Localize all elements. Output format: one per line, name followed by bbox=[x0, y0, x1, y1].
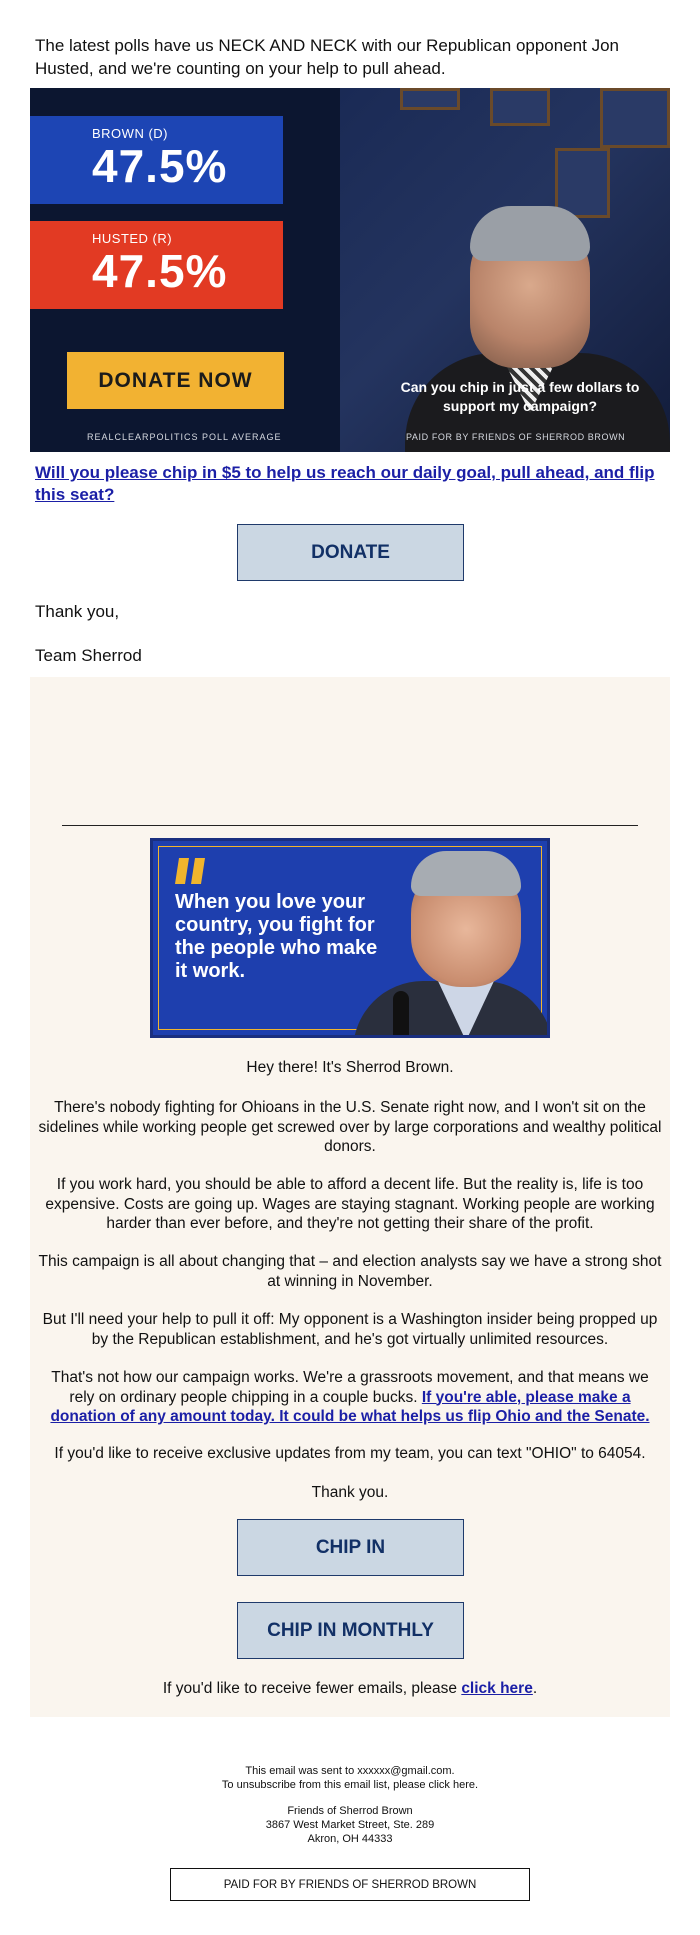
hero-banner-image[interactable] bbox=[30, 88, 670, 452]
thank-you-text: Thank you, bbox=[35, 602, 120, 621]
letter-paragraph bbox=[30, 1368, 670, 1427]
quote-banner-image bbox=[150, 838, 550, 1038]
letter-closing: Thank you. bbox=[311, 1484, 389, 1501]
wall-frame bbox=[400, 88, 460, 110]
footer-sent-to: This email was sent to xxxxxx@gmail.com. bbox=[245, 1765, 455, 1777]
letter-paragraph: There's nobody fighting for Ohioans in the U.S. Senate right now, and I won't sit on the sidelines while working people get screwed over by large corporations and wealthy political donors. bbox=[38, 1099, 662, 1155]
fewer-emails-link[interactable]: click here bbox=[461, 1680, 533, 1697]
letter-paragraph: This campaign is all about changing that – and election analysts say we have a strong shot at winning in November. bbox=[38, 1253, 662, 1290]
portrait-hair bbox=[411, 851, 521, 896]
husted-poll-box bbox=[30, 221, 283, 309]
signature: Team Sherrod bbox=[35, 646, 142, 665]
wall-frame bbox=[490, 88, 550, 126]
footer-city: Akron, OH 44333 bbox=[307, 1833, 393, 1845]
microphone-icon bbox=[393, 991, 409, 1038]
hero-donate-now-button[interactable]: DONATE NOW bbox=[67, 352, 284, 409]
paid-for-box: PAID FOR BY FRIENDS OF SHERROD BROWN bbox=[170, 1868, 530, 1901]
fewer-emails-line bbox=[30, 1679, 670, 1699]
letter-greeting: Hey there! It's Sherrod Brown. bbox=[246, 1059, 454, 1076]
husted-percentage: 47.5% bbox=[92, 245, 228, 297]
letter-paragraph: If you work hard, you should be able to afford a decent life. But the reality is, life is too expensive. Costs are going up. Wages are staying stagnant. Working people are working harder than ever before, and they're not getting their share of the profit. bbox=[45, 1176, 655, 1232]
speaker-hair bbox=[470, 206, 590, 261]
fewer-emails-text: If you'd like to receive fewer emails, please bbox=[162, 1680, 457, 1697]
chip-in-button[interactable]: CHIP IN bbox=[237, 1519, 464, 1576]
donation-link[interactable]: If you're able, please make a donation of any amount today. It could be what helps us flip Ohio and the Senate. bbox=[50, 1388, 650, 1425]
footer-unsubscribe[interactable]: To unsubscribe from this email list, please click here. bbox=[221, 1779, 479, 1791]
letter-paragraph: If you'd like to receive exclusive updates from my team, you can text "OHIO" to 64054. bbox=[54, 1445, 646, 1462]
quote-mark-icon bbox=[175, 858, 209, 884]
brown-percentage: 47.5% bbox=[92, 140, 228, 192]
husted-label: HUSTED (R) bbox=[92, 231, 173, 246]
hero-ask-text: Can you chip in just a few dollars to support my campaign? bbox=[400, 379, 640, 414]
hero-paid-for-caption: PAID FOR BY FRIENDS OF SHERROD BROWN bbox=[406, 432, 626, 442]
donate-button[interactable]: DONATE bbox=[237, 524, 464, 581]
chip-in-monthly-button[interactable]: CHIP IN MONTHLY bbox=[237, 1602, 464, 1659]
fewer-emails-period: . bbox=[532, 1680, 538, 1697]
chip-in-5-link[interactable]: Will you please chip in $5 to help us reach our daily goal, pull ahead, and flip this seat? bbox=[35, 463, 655, 504]
footer-street: 3867 West Market Street, Ste. 289 bbox=[265, 1819, 435, 1831]
brown-label: BROWN (D) bbox=[92, 126, 168, 141]
banner-quote: When you love your country, you fight for the people who make it work. bbox=[175, 891, 378, 982]
letter-paragraph: But I'll need your help to pull it off: My opponent is a Washington insider being propped up by the Republican establishment, and he's got virtually unlimited resources. bbox=[42, 1311, 658, 1348]
wall-frame bbox=[555, 148, 610, 218]
footer-org: Friends of Sherrod Brown bbox=[287, 1805, 413, 1817]
poll-source-caption: REALCLEARPOLITICS POLL AVERAGE bbox=[87, 432, 282, 442]
brown-poll-box bbox=[30, 116, 283, 204]
divider bbox=[62, 825, 638, 826]
intro-text: The latest polls have us NECK AND NECK with our Republican opponent Jon Husted, and we're counting on your help to pull ahead. bbox=[35, 36, 619, 78]
letter-paragraph-text: That's not how our campaign works. We're a grassroots movement, and that means we rely on ordinary people chipping in a couple bucks. bbox=[51, 1369, 649, 1406]
wall-frame bbox=[600, 88, 670, 148]
